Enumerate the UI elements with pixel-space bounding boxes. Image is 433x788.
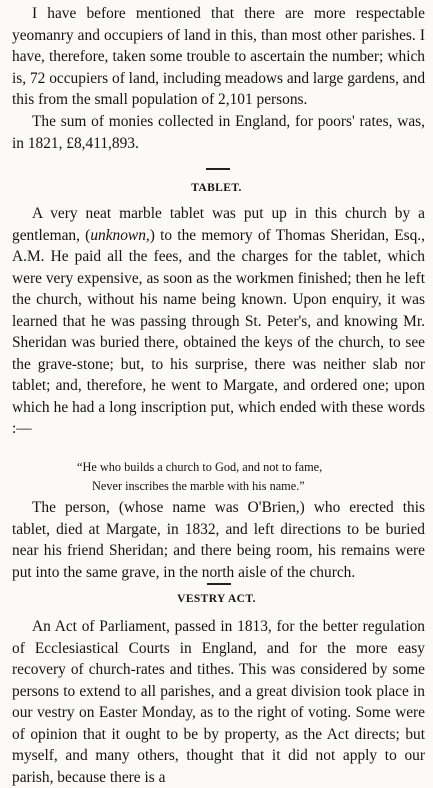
tablet-text-start: A very neat marble tablet was put up in this church by a gentleman, ( xyxy=(12,205,425,244)
section-divider xyxy=(206,168,230,170)
paragraph-tablet xyxy=(12,203,425,440)
heading-vestry-act: VESTRY ACT. xyxy=(177,593,256,605)
epitaph-line-2: Never inscribes the marble with his name.” xyxy=(92,479,305,493)
paragraph-occupiers: I have before mentioned that there are more respectable yeomanry and occupiers of land in this, than most other parishes. I have, therefore, taken some trouble to ascertain the number; which is, 72 occupiers of land, including meadows and large gardens, and this from the small population of 2,101 persons. xyxy=(12,5,426,108)
section-divider-2 xyxy=(207,583,231,585)
epitaph-line-1: “He who builds a church to God, and not to fame, xyxy=(77,460,323,474)
tablet-text-italic: unknown, xyxy=(90,226,150,244)
tablet-text-end: ) to the memory of Thomas Sheridan, Esq., A.M. He paid all the fees, and the charges for the tablet, which were very expensive, as soon as the workmen finished; then he left the church, without his name being known. Upon enquiry, it was learned that he was passing through St. Peter's, and knowing Mr. Sheridan was buried there, obtained the keys of the church, to see the grave-stone; but, to his surprise, there was neither slab nor tablet; and, therefore, he went to Margate, and ordered one; upon which he had a long inscription put, which ended with these words :— xyxy=(12,226,425,437)
heading-tablet: TABLET. xyxy=(191,182,242,194)
paragraph-poors-rates: The sum of monies collected in England, for poors' rates, was, in 1821, £8,411,893. xyxy=(12,113,425,152)
paragraph-obrien: The person, (whose name was O'Brien,) who erected this tablet, died at Margate, in 1832, and left directions to be buried near his friend Sheridan; and there being room, his remains were put into the same grave, in the north aisle of the church. xyxy=(12,499,425,581)
paragraph-vestry-act: An Act of Parliament, passed in 1813, for the better regulation of Ecclesiastical Courts in England, and for the more easy recovery of church-rates and tithes. This was considered by some persons to extend to all parishes, and a great division took place in our vestry on Easter Monday, as to the right of voting. Some were of opinion that it ought to be by property, as the Act directs; but myself, and many others, thought that it did not apply to our parish, because there is a xyxy=(12,618,425,786)
